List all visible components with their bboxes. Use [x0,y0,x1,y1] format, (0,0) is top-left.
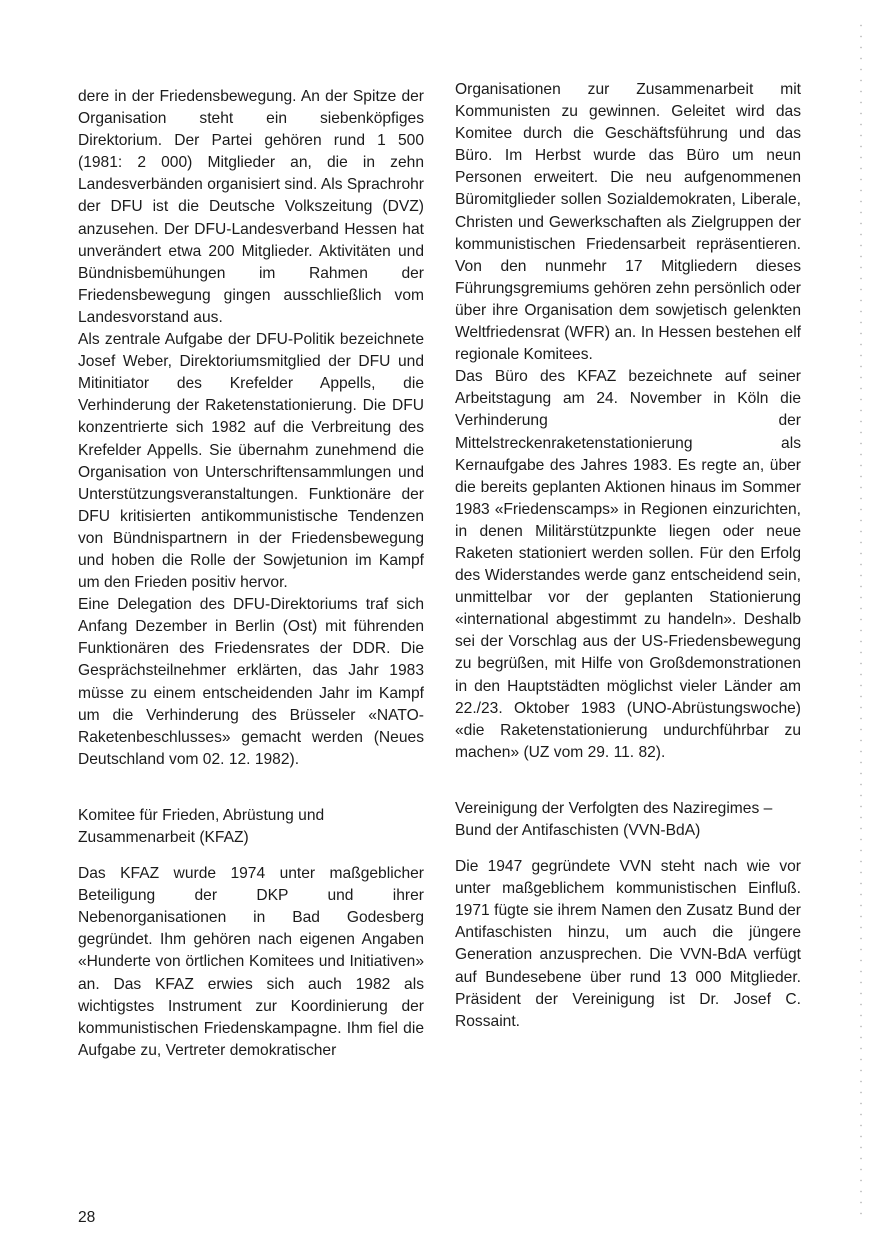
left-paragraph-4: Das KFAZ wurde 1974 unter maßgeblicher Beteiligung der DKP und ihrer Nebenorganisationen in Bad Godesberg gegründet. Ihm gehören nach eigenen Angaben «Hunderte von örtlichen Komitees und Initiativen» an. Das KFAZ erwies sich auch 1982 als wichtigstes Instrument zur Koordinierung der kommunistischen Friedenskampagne. Ihm fiel die Aufgabe zu, Vertreter demokratischer [78,865,424,1059]
left-column [78,86,424,1062]
left-paragraph-1: dere in der Friedensbewegung. An der Spitze der Organisation steht ein siebenköpfiges Direktorium. Der Partei gehören rund 1 500 (1981: 2 000) Mitglieder an, die in zehn Landesverbänden organisiert sind. Als Sprachrohr der DFU ist die Deutsche Volkszeitung (DVZ) anzusehen. Der DFU-Landesverband Hessen hat unverändert etwa 200 Mitglieder. Aktivitäten und Bündnisbemühungen im Rahmen der Friedensbewegung gingen ausschließlich vom Landesvorstand aus. [78,88,424,326]
right-paragraph-2: Das Büro des KFAZ bezeichnete auf seiner Arbeitstagung am 24. November in Köln die Verhinderung der Mittelstreckenraketenstationierung als Kernaufgabe des Jahres 1983. Es regte an, über die bereits geplanten Aktionen hinaus im Sommer 1983 «Friedenscamps» in Regionen einzurichten, in denen Militärstützpunkte liegen oder neue Raketen stationiert werden sollen. Für den Erfolg des Widerstandes werde ganz entscheidend sein, unmittelbar vor der geplanten Stationierung «international abgestimmt zu handeln». Deshalb sei der Vorschlag aus der US-Friedensbewegung zu begrüßen, mit Hilfe von Großdemonstrationen in den Hauptstädten möglichst vieler Länder am 22./23. Oktober 1983 (UNO-Abrüstungswoche) «die Raketenstationierung undurchführbar zu machen» (UZ vom 29. 11. 82). [455,368,801,761]
section-heading-vvn-bda: Vereinigung der Verfolgten des Naziregimes – Bund der Antifaschisten (VVN-BdA) [455,799,773,839]
left-paragraph-3: Eine Delegation des DFU-Direktoriums traf sich Anfang Dezember in Berlin (Ost) mit führenden Funktionären des Friedensrates der DDR. Die Gesprächsteilnehmer erklärten, das Jahr 1983 müsse zu einem entscheidenden Jahr im Kampf um die Verhinderung des Brüsseler «NATO-Raketenbeschlusses» gemacht werden (Neues Deutschland vom 02. 12. 1982). [78,596,424,768]
right-column [455,79,801,1033]
page-number: 28 [78,1209,96,1226]
scan-edge-noise [860,20,862,1220]
section-heading-kfaz: Komitee für Frieden, Abrüstung und Zusammenarbeit (KFAZ) [78,806,325,846]
right-paragraph-1: Organisationen zur Zusammenarbeit mit Kommunisten zu gewinnen. Geleitet wird das Komitee durch die Geschäftsführung und das Büro. Im Herbst wurde das Büro um neun Personen erweitert. Die neu aufgenommenen Büromitglieder sollen Sozialdemokraten, Liberale, Christen und Gewerkschaften als Zielgruppen der kommunistischen Friedensarbeit repräsentieren. Von den nunmehr 17 Mitgliedern dieses Führungsgremiums gehören zehn persönlich oder über ihre Organisation dem sowjetisch gelenkten Weltfriedensrat (WFR) an. In Hessen bestehen elf regionale Komitees. [455,81,801,364]
left-paragraph-2: Als zentrale Aufgabe der DFU-Politik bezeichnete Josef Weber, Direktoriumsmitglied der DFU und Mitinitiator des Krefelder Appells, die Verhinderung der Raketenstationierung. Die DFU konzentrierte sich 1982 auf die Verbreitung des Krefelder Appells. Sie übernahm zunehmend die Organisation von Unterschriftensammlungen und Unterstützungsveranstaltungen. Funktionäre der DFU kritisierten antikommunistische Tendenzen von Bündnispartnern in der Friedensbewegung und hoben die Rolle der Sowjetunion im Kampf um den Frieden positiv hervor. [78,331,424,592]
right-paragraph-3: Die 1947 gegründete VVN steht nach wie vor unter maßgeblichem kommunistischen Einfluß. 1971 fügte sie ihrem Namen den Zusatz Bund der Antifaschisten hinzu, um auch die jüngere Generation anzusprechen. Die VVN-BdA verfügt auf Bundesebene über rund 13 000 Mitglieder. Präsident der Vereinigung ist Dr. Josef C. Rossaint. [455,858,801,1030]
